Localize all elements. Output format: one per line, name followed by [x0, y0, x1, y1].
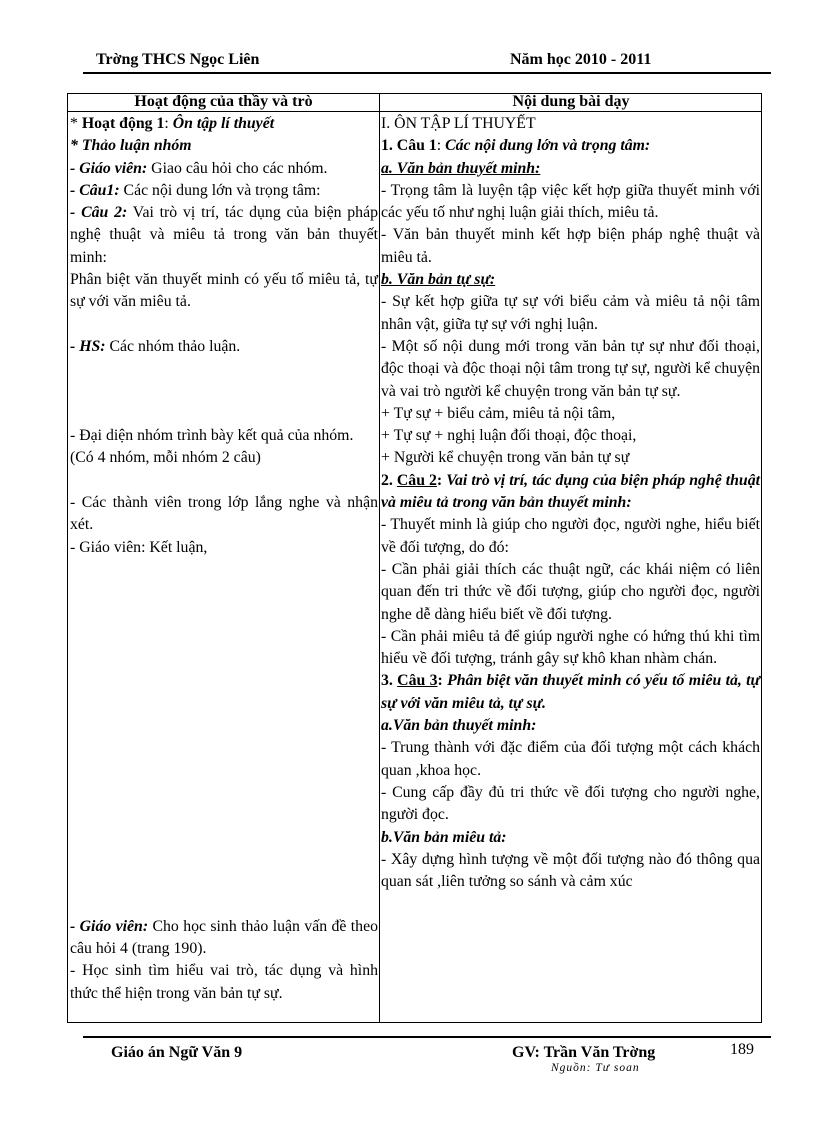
activity-1-title: * Hoạt động 1: Ôn tập lí thuyết	[70, 115, 275, 132]
expository-heading: a. Văn bản thuyết minh:	[381, 159, 541, 177]
students-research: - Học sinh tìm hiểu vai trò, tác dụng và hình thức thể hiện trong văn bản tự sự.	[70, 962, 378, 1002]
students-discuss: - HS: Các nhóm thảo luận.	[70, 337, 241, 355]
source-note: Nguồn: Tư soan	[551, 1062, 640, 1074]
section-1-title: I. ÔN TẬP LÍ THUYẾT	[381, 115, 536, 132]
narrative-p2: - Một số nội dung mới trong văn bản tự sự như đối thoại, độc thoại và độc thoại nội tâm trong tự sự, người kể chuyện và vai trò người kể chuyện trong văn bản tự sự.	[381, 337, 760, 400]
narrative-p1: - Sự kết hợp giữa tự sự với biểu cảm và miêu tả nội tâm nhân vật, giữa tự sự với nghị luận.	[381, 293, 760, 333]
group-present: - Đại diện nhóm trình bày kết quả của nhóm.	[70, 427, 354, 445]
narrative-l1: + Tự sự + biểu cảm, miêu tả nội tâm,	[381, 404, 616, 422]
distinguish-text: Phân biệt văn thuyết minh có yếu tố miêu tả, tự sự với văn miêu tả.	[70, 271, 378, 311]
cau2-p2: - Cần phải giải thích các thuật ngữ, các khái niệm có liên quan đến tri thức về đối tượng, giúp cho người đọc, người nghe dễ dàng hiểu biết về đối tượng.	[381, 560, 760, 623]
cau1-heading: 1. Câu 1: Các nội dung lớn và trọng tâm:	[381, 137, 651, 155]
members-listen: - Các thành viên trong lớp lắng nghe và nhận xét.	[70, 494, 378, 534]
school-year: Năm học 2010 - 2011	[510, 51, 652, 68]
school-name: Trờng THCS Ngọc Liên	[96, 51, 260, 68]
group-discussion: * Thảo luận nhóm	[70, 137, 192, 155]
cau3-a2: - Cung cấp đầy đủ tri thức về đối tượng cho người nghe, người đọc.	[381, 783, 760, 824]
teacher-task: - Giáo viên: Giao câu hỏi cho các nhóm.	[70, 159, 328, 177]
page-header	[83, 50, 771, 74]
teacher-task-2: - Giáo viên: Cho học sinh thảo luận vấn đề theo câu hỏi 4 (trang 190).	[70, 917, 378, 957]
col1-header: Hoạt động của thầy và trò	[134, 93, 313, 110]
page-footer	[83, 1036, 771, 1074]
cau2-p3: - Cần phải miêu tả để giúp người nghe có hứng thú khi tìm hiểu về đối tượng, tránh gây sự khô khan nhàm chán.	[381, 627, 760, 668]
cau2-p1: - Thuyết minh là giúp cho người đọc, người nghe, hiểu biết về đối tượng, do đó:	[381, 516, 760, 556]
activities-column	[70, 113, 378, 1005]
cau3-heading: 3. Câu 3: Phân biệt văn thuyết minh có yếu tố miêu tả, tự sự với văn miêu tả, tự sự.	[381, 672, 760, 712]
lesson-plan-title: Giáo án Ngữ Văn 9	[111, 1044, 243, 1061]
teacher-name: GV: Trần Văn Trờng	[512, 1044, 656, 1061]
cau3-descriptive-heading: b.Văn bản miêu tả:	[381, 828, 507, 846]
column-divider	[379, 94, 380, 1022]
cau3-b1: - Xây dựng hình tượng về một đối tượng nào đó thông qua quan sát ,liên tưởng so sánh và cảm xúc	[381, 850, 760, 891]
question-2: - Câu 2: Vai trò vị trí, tác dụng của biện pháp nghệ thuật và miêu tả trong văn bản thuyết minh:	[70, 204, 378, 266]
header-divider	[68, 111, 761, 112]
lesson-table	[67, 93, 762, 1023]
expository-p2: - Văn bản thuyết minh kết hợp biện pháp nghệ thuật và miêu tả.	[381, 226, 760, 266]
narrative-l3: + Người kể chuyện trong văn bản tự sự	[381, 449, 630, 467]
cau3-expository-heading: a.Văn bản thuyết minh:	[381, 717, 537, 735]
cau2-heading: 2. Câu 2: Vai trò vị trí, tác dụng của biện pháp nghệ thuật và miêu tả trong văn bản thuyết minh:	[381, 471, 760, 512]
narrative-l2: + Tự sự + nghị luận đối thoại, độc thoại,	[381, 427, 637, 445]
expository-p1: - Trọng tâm là luyện tập việc kết hợp giữa thuyết minh với các yếu tố như nghị luận giải thích, miêu tả.	[381, 181, 760, 222]
page-number: 189	[730, 1041, 754, 1058]
content-column	[381, 113, 760, 893]
question-1: - Câu1: Các nội dung lớn và trọng tâm:	[70, 181, 321, 199]
narrative-heading: b. Văn bản tự sự:	[381, 271, 496, 289]
col2-header: Nội dung bài dạy	[512, 93, 630, 110]
cau3-a1: - Trung thành với đặc điểm của đối tượng một cách khách quan ,khoa học.	[381, 739, 760, 779]
teacher-conclude: - Giáo viên: Kết luận,	[70, 538, 208, 556]
groups-note: (Có 4 nhóm, mỗi nhóm 2 câu)	[70, 449, 261, 467]
